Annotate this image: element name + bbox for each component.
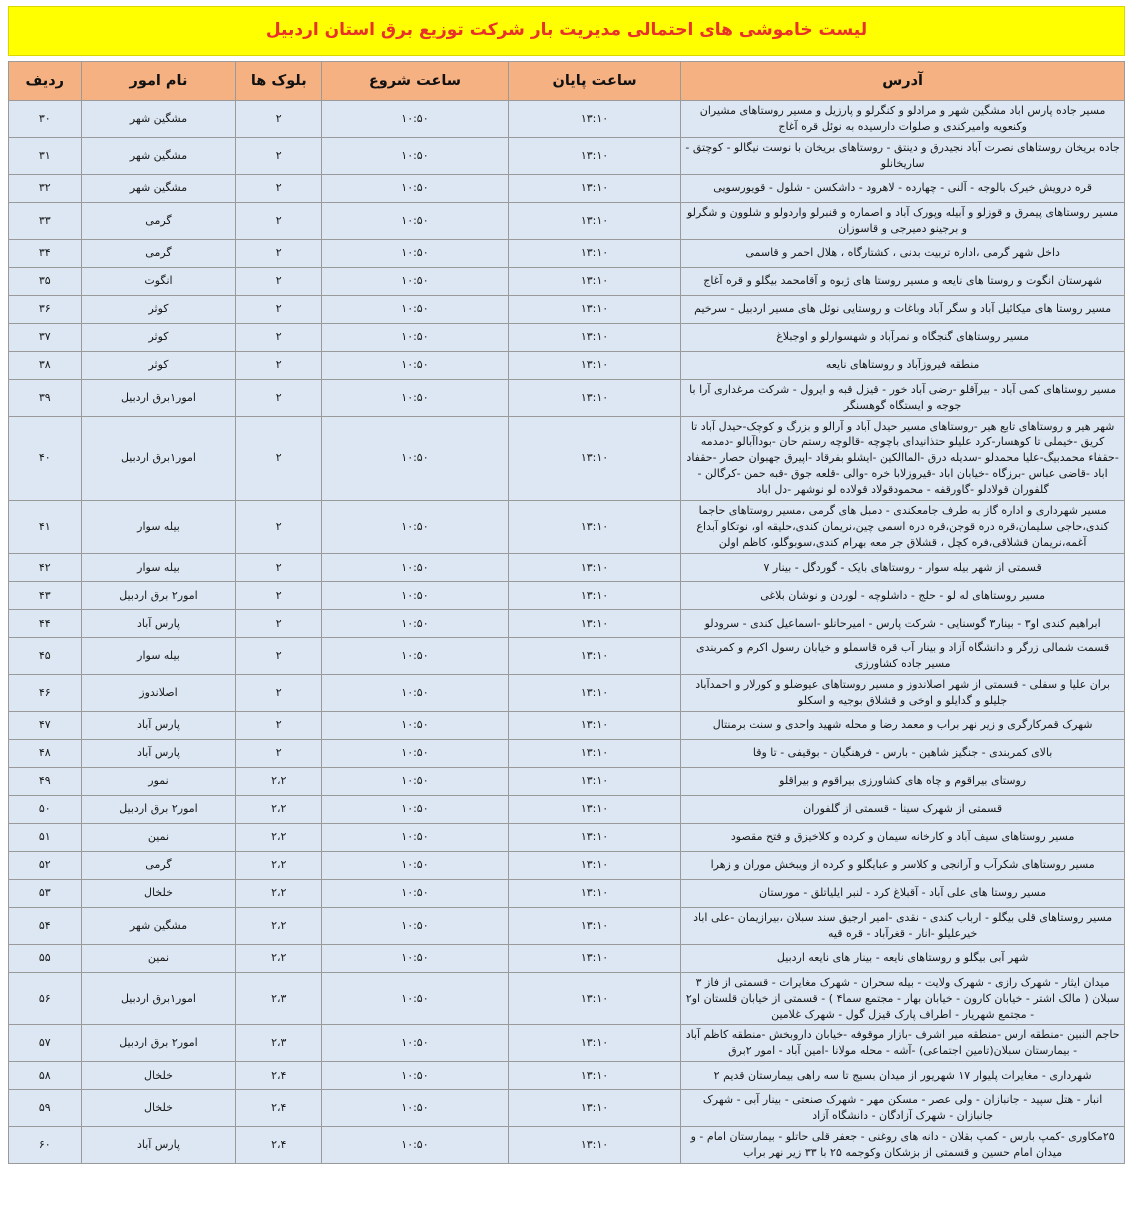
cell-blocks: ۲،۳ — [236, 972, 322, 1025]
cell-end-time: ۱۳:۱۰ — [508, 823, 680, 851]
cell-end-time: ۱۳:۱۰ — [508, 554, 680, 582]
cell-office: خلخال — [81, 879, 236, 907]
table-row — [9, 267, 1125, 295]
cell-address: جاده بریخان روستاهای نصرت آباد نجیدرق و دینتق - روستاهای بریخان با نوست نیگالو - کوچتق - ساریخانلو — [681, 137, 1125, 174]
cell-blocks: ۲ — [236, 323, 322, 351]
cell-address: مسیر روستاهای شکرآب و آرانجی و کلاسر و عبایگلو و کرده از ویبخش موران و زهرا — [681, 851, 1125, 879]
cell-office: پارس آباد — [81, 711, 236, 739]
cell-address: شهرک قمرکارگری و زیر نهر براب و معمد رضا و محله شهید واحدی و سنت برمنتال — [681, 711, 1125, 739]
cell-start-time: ۱۰:۵۰ — [322, 851, 509, 879]
page-title: لیست خاموشی های احتمالی مدیریت بار شرکت توزیع برق استان اردبیل — [265, 20, 868, 40]
cell-office: امور۱برق اردبیل — [81, 972, 236, 1025]
table-row — [9, 295, 1125, 323]
cell-address: ابراهیم کندی او۳ - بینار۳ گوسنایی - شرکت پارس - امیرحانلو -اسماعیل کندی - سرودلو — [681, 610, 1125, 638]
table-row — [9, 554, 1125, 582]
cell-start-time: ۱۰:۵۰ — [322, 767, 509, 795]
cell-end-time: ۱۳:۱۰ — [508, 739, 680, 767]
cell-office: بیله سوار — [81, 501, 236, 554]
cell-office: کوثر — [81, 351, 236, 379]
cell-start-time: ۱۰:۵۰ — [322, 823, 509, 851]
cell-end-time: ۱۳:۱۰ — [508, 638, 680, 675]
table-row — [9, 174, 1125, 202]
cell-start-time: ۱۰:۵۰ — [322, 582, 509, 610]
cell-office: بیله سوار — [81, 638, 236, 675]
cell-end-time: ۱۳:۱۰ — [508, 795, 680, 823]
cell-office: مشگین شهر — [81, 907, 236, 944]
column-header-office: نام امور — [81, 62, 236, 101]
cell-blocks: ۲،۲ — [236, 879, 322, 907]
table-row — [9, 1127, 1125, 1164]
table-row — [9, 944, 1125, 972]
cell-end-time: ۱۳:۱۰ — [508, 610, 680, 638]
cell-start-time: ۱۰:۵۰ — [322, 554, 509, 582]
cell-end-time: ۱۳:۱۰ — [508, 501, 680, 554]
cell-end-time: ۱۳:۱۰ — [508, 1025, 680, 1062]
cell-blocks: ۲،۲ — [236, 944, 322, 972]
cell-address: شهرداری - مغایرات پلیوار ۱۷ شهریور از میدان بسیج تا سه راهی بیمارستان قدیم ۲ — [681, 1062, 1125, 1090]
cell-start-time: ۱۰:۵۰ — [322, 137, 509, 174]
cell-address: مسیر روستا های علی آباد - آقبلاغ کرد - لنبر ایلیاتلق - مورستان — [681, 879, 1125, 907]
page-title-bar — [8, 6, 1125, 56]
cell-blocks: ۲ — [236, 295, 322, 323]
cell-end-time: ۱۳:۱۰ — [508, 239, 680, 267]
cell-office: اصلاندوز — [81, 674, 236, 711]
cell-address: مسیر روستا های میکائیل آباد و سگر آباد وباغات و روستایی نوئل های مسیر اردبیل - سرخیم — [681, 295, 1125, 323]
cell-start-time: ۱۰:۵۰ — [322, 1062, 509, 1090]
cell-blocks: ۲ — [236, 137, 322, 174]
cell-blocks: ۲ — [236, 554, 322, 582]
cell-row-number: ۴۸ — [9, 739, 82, 767]
cell-row-number: ۳۱ — [9, 137, 82, 174]
cell-row-number: ۵۵ — [9, 944, 82, 972]
cell-start-time: ۱۰:۵۰ — [322, 202, 509, 239]
cell-blocks: ۲،۲ — [236, 767, 322, 795]
cell-blocks: ۲ — [236, 101, 322, 138]
cell-row-number: ۵۲ — [9, 851, 82, 879]
cell-start-time: ۱۰:۵۰ — [322, 879, 509, 907]
column-header-row-number: ردیف — [9, 62, 82, 101]
cell-office: پارس آباد — [81, 1127, 236, 1164]
cell-start-time: ۱۰:۵۰ — [322, 267, 509, 295]
cell-office: امور۱برق اردبیل — [81, 379, 236, 416]
cell-end-time: ۱۳:۱۰ — [508, 267, 680, 295]
cell-office: امور۲ برق اردبیل — [81, 1025, 236, 1062]
cell-row-number: ۳۴ — [9, 239, 82, 267]
table-row — [9, 202, 1125, 239]
cell-office: مشگین شهر — [81, 101, 236, 138]
cell-row-number: ۳۶ — [9, 295, 82, 323]
outage-table — [8, 61, 1125, 1164]
cell-address: شهرستان انگوت و روستا های نایعه و مسیر روستا های ژبوه و آقامحمد بیگلو و قره آغاج — [681, 267, 1125, 295]
cell-blocks: ۲،۳ — [236, 1025, 322, 1062]
cell-end-time: ۱۳:۱۰ — [508, 101, 680, 138]
cell-office: نمور — [81, 767, 236, 795]
cell-office: مشگین شهر — [81, 174, 236, 202]
table-row — [9, 638, 1125, 675]
cell-office: گرمی — [81, 239, 236, 267]
cell-row-number: ۵۷ — [9, 1025, 82, 1062]
cell-start-time: ۱۰:۵۰ — [322, 416, 509, 501]
cell-address: روستای بیراقوم و چاه های کشاورزی بیراقوم و بیراقلو — [681, 767, 1125, 795]
cell-end-time: ۱۳:۱۰ — [508, 351, 680, 379]
table-row — [9, 239, 1125, 267]
cell-blocks: ۲ — [236, 582, 322, 610]
cell-start-time: ۱۰:۵۰ — [322, 379, 509, 416]
cell-office: پارس آباد — [81, 610, 236, 638]
cell-office: گرمی — [81, 851, 236, 879]
cell-office: گرمی — [81, 202, 236, 239]
cell-office: امور۲ برق اردبیل — [81, 582, 236, 610]
table-row — [9, 416, 1125, 501]
column-header-blocks: بلوک ها — [236, 62, 322, 101]
cell-address: شهر آبی بیگلو و روستاهای نایعه - بینار های نایعه اردبیل — [681, 944, 1125, 972]
cell-start-time: ۱۰:۵۰ — [322, 174, 509, 202]
cell-office: خلخال — [81, 1090, 236, 1127]
cell-office: نمین — [81, 823, 236, 851]
cell-blocks: ۲ — [236, 202, 322, 239]
table-row — [9, 739, 1125, 767]
cell-start-time: ۱۰:۵۰ — [322, 795, 509, 823]
cell-blocks: ۲،۴ — [236, 1127, 322, 1164]
cell-start-time: ۱۰:۵۰ — [322, 1090, 509, 1127]
cell-address: مسیر شهرداری و اداره گاز به طرف جامعکندی - دمبل های گرمی ،مسیر روستاهای حاجما کندی،حاجی سلیمان،قره دره قوجن،قره دره اسمی چین،نریمان کندی،حلیقه او، نوتکاو آبداع آغمه،نریمان قشلاقی،فره کچل ، قشلاق جر معه بهرام کندی،سوبوگلو، کاظم اولن — [681, 501, 1125, 554]
cell-blocks: ۲،۲ — [236, 823, 322, 851]
cell-address: قسمت شمالی زرگر و دانشگاه آزاد و بینار آب قره قاسملو و خیابان رسول اکرم و کمربندی مسیر جاده کشاورزی — [681, 638, 1125, 675]
cell-blocks: ۲،۲ — [236, 907, 322, 944]
cell-row-number: ۴۲ — [9, 554, 82, 582]
cell-office: امور۲ برق اردبیل — [81, 795, 236, 823]
column-header-address: آدرس — [681, 62, 1125, 101]
cell-address: منطقه فیروزآباد و روستاهای نایعه — [681, 351, 1125, 379]
cell-end-time: ۱۳:۱۰ — [508, 674, 680, 711]
cell-address: میدان ایثار - شهرک رازی - شهرک ولایت - بیله سحران - شهرک مغایرات - قسمتی از فاز ۳ سبلان ( مالک اشتر - خیابان کارون - خیابان بهار - مجتمع سما۴ ) - قسمتی از خیابان قلستان او۲ - مجتمع شهریار - اطراف پارک قیزل گول - شهرک غلامین — [681, 972, 1125, 1025]
cell-start-time: ۱۰:۵۰ — [322, 610, 509, 638]
cell-blocks: ۲ — [236, 501, 322, 554]
table-row — [9, 1090, 1125, 1127]
cell-start-time: ۱۰:۵۰ — [322, 101, 509, 138]
cell-row-number: ۶۰ — [9, 1127, 82, 1164]
table-row — [9, 379, 1125, 416]
cell-end-time: ۱۳:۱۰ — [508, 379, 680, 416]
cell-row-number: ۳۹ — [9, 379, 82, 416]
cell-address: قسمتی از شهرک سینا - قسمتی از گلفوران — [681, 795, 1125, 823]
cell-blocks: ۲،۲ — [236, 795, 322, 823]
cell-office: نمین — [81, 944, 236, 972]
cell-start-time: ۱۰:۵۰ — [322, 501, 509, 554]
cell-end-time: ۱۳:۱۰ — [508, 295, 680, 323]
cell-address: قره درویش خیرک بالوجه - آلنی - چهارده - لاهرود - داشکسن - شلول - قویورسویی — [681, 174, 1125, 202]
table-row — [9, 610, 1125, 638]
cell-end-time: ۱۳:۱۰ — [508, 972, 680, 1025]
cell-address: مسیر روستاهای کمی آباد - بیرآقلو -رضی آباد خور - قیزل قبه و ایرول - شرکت مرغداری آرا با جوجه و ایستگاه گوهسنگر — [681, 379, 1125, 416]
cell-row-number: ۵۴ — [9, 907, 82, 944]
table-row — [9, 767, 1125, 795]
cell-end-time: ۱۳:۱۰ — [508, 944, 680, 972]
cell-office: پارس آباد — [81, 739, 236, 767]
cell-row-number: ۴۱ — [9, 501, 82, 554]
cell-office: کوثر — [81, 323, 236, 351]
table-row — [9, 879, 1125, 907]
cell-office: امور۱برق اردبیل — [81, 416, 236, 501]
cell-end-time: ۱۳:۱۰ — [508, 137, 680, 174]
column-header-start-time: ساعت شروع — [322, 62, 509, 101]
cell-row-number: ۴۳ — [9, 582, 82, 610]
cell-end-time: ۱۳:۱۰ — [508, 582, 680, 610]
cell-blocks: ۲ — [236, 416, 322, 501]
table-row — [9, 823, 1125, 851]
cell-start-time: ۱۰:۵۰ — [322, 295, 509, 323]
cell-address: انبار - هتل سپید - جانبازان - ولی عصر - مسکن مهر - شهرک صنعتی - بینار آبی - شهرک جانبازان - شهرک آزادگان - دانشگاه آزاد — [681, 1090, 1125, 1127]
cell-address: حاجم النبین -منطقه ارس -منطقه میر اشرف -بازار موقوفه -خیابان داروبخش -منطقه کاظم آباد - بیمارستان سبلان(تامین اجتماعی) -آشه - محله مولانا -امین آباد - امور ۲برق — [681, 1025, 1125, 1062]
table-row — [9, 501, 1125, 554]
cell-end-time: ۱۳:۱۰ — [508, 202, 680, 239]
cell-office: مشگین شهر — [81, 137, 236, 174]
cell-address: شهر هیر و روستاهای تابع هیر -روستاهای مسیر حیدل آباد و آرالو و بزرگ و کوچک-حیدل آباد تا کریق -خیملی تا کوهسار-کرد علیلو حتذانیدای باچوچه -قالوچه رستم حان -بوداآبالو -دمدمه -حقفاء محمدبیگ-علیا محمدلو -سدیله درق -الماالکین -ایشلو بفرقاد -اپیرق جهبوان حصار -حقفاد اباد -قاضی عباس -برزگاه -خیابان اباد -قیروزلابا خره -والی -قلعه جوق -قبه حمن -کرگالن - گلفوران قولادلو -گاورقفه - محمودقولاد قولاده لو نوشهر -دل اباد — [681, 416, 1125, 501]
cell-end-time: ۱۳:۱۰ — [508, 851, 680, 879]
table-row — [9, 972, 1125, 1025]
cell-end-time: ۱۳:۱۰ — [508, 416, 680, 501]
table-row — [9, 711, 1125, 739]
cell-end-time: ۱۳:۱۰ — [508, 767, 680, 795]
cell-office: کوثر — [81, 295, 236, 323]
table-row — [9, 1025, 1125, 1062]
table-row — [9, 851, 1125, 879]
cell-start-time: ۱۰:۵۰ — [322, 739, 509, 767]
cell-end-time: ۱۳:۱۰ — [508, 1062, 680, 1090]
cell-start-time: ۱۰:۵۰ — [322, 239, 509, 267]
table-row — [9, 137, 1125, 174]
cell-end-time: ۱۳:۱۰ — [508, 879, 680, 907]
cell-address: مسیر روستاهای له لو - حلج - داشلوچه - لوردن و نوشان بلاغی — [681, 582, 1125, 610]
cell-office: خلخال — [81, 1062, 236, 1090]
cell-blocks: ۲ — [236, 174, 322, 202]
table-row — [9, 323, 1125, 351]
cell-blocks: ۲ — [236, 351, 322, 379]
cell-row-number: ۴۴ — [9, 610, 82, 638]
table-row — [9, 1062, 1125, 1090]
cell-end-time: ۱۳:۱۰ — [508, 1090, 680, 1127]
table-header — [9, 62, 1125, 101]
table-row — [9, 674, 1125, 711]
cell-start-time: ۱۰:۵۰ — [322, 1127, 509, 1164]
cell-end-time: ۱۳:۱۰ — [508, 711, 680, 739]
cell-address: ۲۵مکاوری -کمپ بارس - کمپ بقلان - دانه های روغنی - جعفر قلی حاتلو - بیمارستان امام - و میدان امام حسین و قسمتی از بزشکان وکوجمه ۲۵ با ۳۳ زیر نهر براب — [681, 1127, 1125, 1164]
cell-end-time: ۱۳:۱۰ — [508, 1127, 680, 1164]
cell-blocks: ۲ — [236, 239, 322, 267]
cell-blocks: ۲ — [236, 711, 322, 739]
cell-blocks: ۲ — [236, 267, 322, 295]
cell-row-number: ۳۵ — [9, 267, 82, 295]
cell-blocks: ۲،۴ — [236, 1062, 322, 1090]
cell-blocks: ۲،۴ — [236, 1090, 322, 1127]
table-body — [9, 101, 1125, 1164]
cell-office: انگوت — [81, 267, 236, 295]
cell-address: مسیر روستاهای قلی بیگلو - ارباب کندی - نقدی -امیر ارجیق سند سبلان ،بیرازیمان -علی اباد خیرعلیلو -انار - قغرآباد - قره قیه — [681, 907, 1125, 944]
cell-start-time: ۱۰:۵۰ — [322, 323, 509, 351]
cell-address: قسمتی از شهر بیله سوار - روستاهای بایک - گوردگل - بینار ۷ — [681, 554, 1125, 582]
column-header-end-time: ساعت پایان — [508, 62, 680, 101]
cell-address: بالای کمربندی - جنگیز شاهین - بارس - فرهنگیان - بوقیفی - تا وقا — [681, 739, 1125, 767]
cell-row-number: ۵۶ — [9, 972, 82, 1025]
cell-blocks: ۲ — [236, 638, 322, 675]
cell-blocks: ۲ — [236, 739, 322, 767]
table-header-row — [9, 62, 1125, 101]
cell-row-number: ۴۷ — [9, 711, 82, 739]
table-row — [9, 907, 1125, 944]
cell-start-time: ۱۰:۵۰ — [322, 1025, 509, 1062]
cell-row-number: ۵۳ — [9, 879, 82, 907]
cell-address: مسیر جاده پارس اباد مشگین شهر و مرادلو و کنگرلو و پارزیل و مسیر روستاهای مشیران وکنعویه وامیرکندی و صلوات دارسیده به نوئل قره آغاج — [681, 101, 1125, 138]
cell-row-number: ۳۳ — [9, 202, 82, 239]
cell-start-time: ۱۰:۵۰ — [322, 674, 509, 711]
cell-row-number: ۵۰ — [9, 795, 82, 823]
cell-address: مسیر روستاهای سیف آباد و کارخانه سیمان و کرده و کلاخیزق و فتح مقصود — [681, 823, 1125, 851]
cell-row-number: ۵۸ — [9, 1062, 82, 1090]
cell-start-time: ۱۰:۵۰ — [322, 638, 509, 675]
table-row — [9, 351, 1125, 379]
cell-end-time: ۱۳:۱۰ — [508, 174, 680, 202]
cell-row-number: ۳۲ — [9, 174, 82, 202]
cell-start-time: ۱۰:۵۰ — [322, 711, 509, 739]
cell-blocks: ۲ — [236, 379, 322, 416]
cell-row-number: ۳۷ — [9, 323, 82, 351]
cell-blocks: ۲ — [236, 610, 322, 638]
table-row — [9, 795, 1125, 823]
cell-row-number: ۳۸ — [9, 351, 82, 379]
cell-blocks: ۲،۲ — [236, 851, 322, 879]
cell-start-time: ۱۰:۵۰ — [322, 972, 509, 1025]
cell-row-number: ۳۰ — [9, 101, 82, 138]
cell-address: داخل شهر گرمی ،اداره تربیت بدنی ، کشتارگاه ، هلال احمر و قاسمی — [681, 239, 1125, 267]
cell-blocks: ۲ — [236, 674, 322, 711]
cell-end-time: ۱۳:۱۰ — [508, 323, 680, 351]
cell-start-time: ۱۰:۵۰ — [322, 351, 509, 379]
cell-address: بران علیا و سفلی - قسمتی از شهر اصلاندوز و مسیر روستاهای عیوضلو و کورلار و احمدآباد جلیلو و گدایلو و اوخی و قشلاق بوجیه و اسکلو — [681, 674, 1125, 711]
cell-row-number: ۴۹ — [9, 767, 82, 795]
cell-start-time: ۱۰:۵۰ — [322, 944, 509, 972]
cell-row-number: ۴۰ — [9, 416, 82, 501]
table-row — [9, 101, 1125, 138]
cell-row-number: ۵۹ — [9, 1090, 82, 1127]
cell-address: مسیر روستاهای گنجگاه و نمرآباد و شهسوارلو و اوجبلاغ — [681, 323, 1125, 351]
cell-end-time: ۱۳:۱۰ — [508, 907, 680, 944]
cell-office: بیله سوار — [81, 554, 236, 582]
cell-row-number: ۴۵ — [9, 638, 82, 675]
table-row — [9, 582, 1125, 610]
cell-start-time: ۱۰:۵۰ — [322, 907, 509, 944]
cell-row-number: ۴۶ — [9, 674, 82, 711]
cell-row-number: ۵۱ — [9, 823, 82, 851]
cell-address: مسیر روستاهای پیمرق و قوزلو و آبیله وپورک آباد و اصماره و قنبرلو واردولو و شلوون و شگرلو و برجینو دمیرجی و قاسوزان — [681, 202, 1125, 239]
